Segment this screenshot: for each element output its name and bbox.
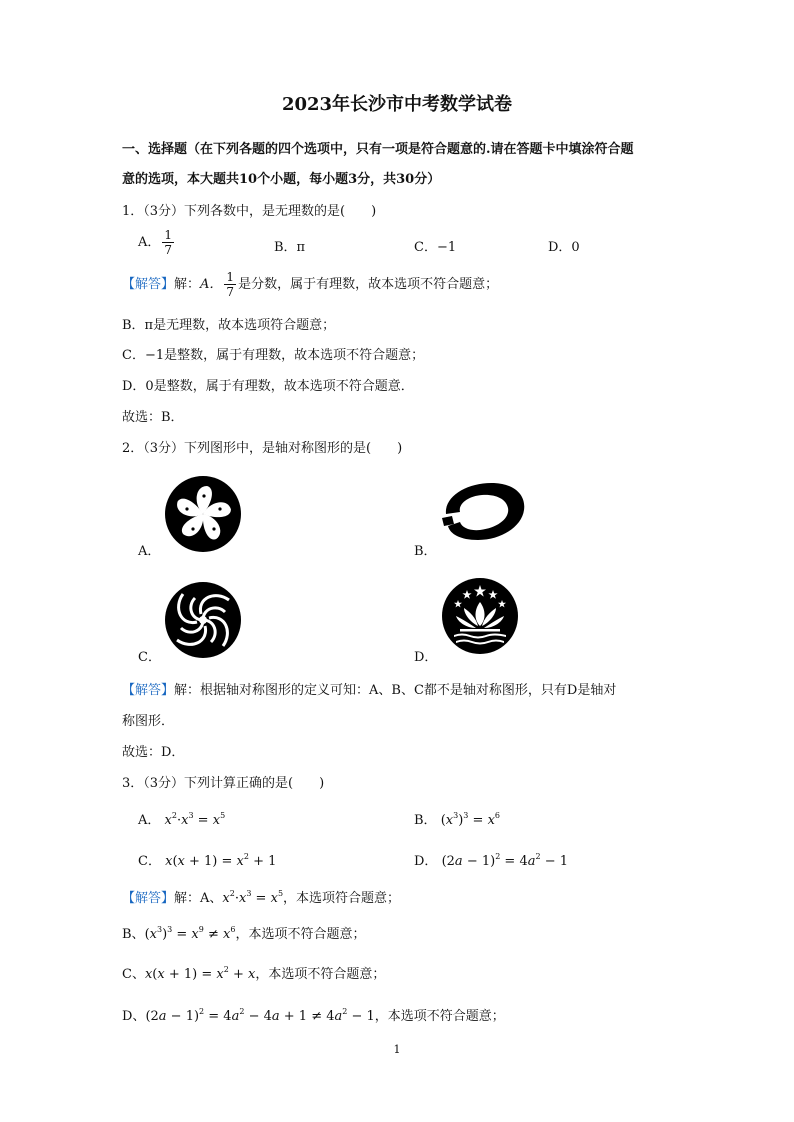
q2-option-b: B． [414, 544, 437, 559]
q2-choose: 故选：D． [122, 745, 185, 760]
q3-option-c: C． $x(x + 1) = x^2 + 1$ [138, 852, 277, 869]
q2-option-a: A． [138, 544, 161, 559]
bauhinia-emblem-figure [163, 474, 243, 554]
q3-answer-b: B、$(x^3)^3 = x^9 \ne x^6$，本选项不符合题意； [122, 925, 366, 942]
answer-tag: 【解答】 [122, 683, 175, 698]
fraction: $\frac{1}{7}$ [164, 228, 173, 257]
q1-option-c: C．−1 [414, 240, 457, 255]
q1-option-a: A． $\frac{1}{7}$ [138, 228, 173, 257]
q1-option-d: D．0 [548, 240, 580, 255]
q2-answer-line1: 【解答】解：根据轴对称图形的定义可知：A、B、C都不是轴对称图形，只有D是轴对 [122, 683, 617, 698]
q1-answer-b: B．π是无理数，故本选项符合题意； [122, 318, 336, 333]
broken-ring-figure [438, 478, 528, 548]
q2-option-d: D． [414, 650, 438, 665]
lotus-emblem-figure [440, 576, 520, 656]
q1-answer-c: C．−1是整数，属于有理数，故本选项不符合题意； [122, 348, 425, 363]
q1-choose: 故选：B． [122, 410, 184, 425]
page-title: 2023年长沙市中考数学试卷 [281, 94, 513, 115]
q3-stem: 3．（3分）下列计算正确的是( ) [122, 776, 325, 791]
q3-answer-d: D、$(2a - 1)^2 = 4a^2 - 4a + 1 \ne 4a^2 - 1$，本选项不符合题意； [122, 1007, 505, 1024]
page-number: 1 [393, 1043, 401, 1056]
q3-option-d: D． $(2a - 1)^2 = 4a^2 - 1$ [414, 852, 569, 869]
q2-option-c: C． [138, 650, 161, 665]
q2-stem: 2．（3分）下列图形中，是轴对称图形的是( ) [122, 441, 403, 456]
q1-answer-d: D．0是整数，属于有理数，故本选项不符合题意． [122, 379, 414, 394]
q1-option-b: B．π [274, 240, 306, 255]
q1-stem: 1．（3分）下列各数中，是无理数的是( ) [122, 204, 377, 219]
q3-option-b: B． $(x^3)^3 = x^6$ [414, 811, 500, 828]
answer-tag: 【解答】 [122, 891, 175, 906]
q2-answer-line2: 称图形． [122, 714, 175, 729]
q3-answer-c: C、$x(x + 1) = x^2 + x$，本选项不符合题意； [122, 965, 386, 982]
swirl-emblem-figure [163, 580, 243, 660]
section-heading-line2: 意的选项，本大题共10个小题，每小题3分，共30分） [122, 172, 441, 187]
fraction: $\frac{1}{7}$ [226, 270, 235, 299]
q3-answer-a: 【解答】解：A、$x^2\cdot x^3 = x^5$，本选项符合题意； [122, 889, 401, 906]
section-heading-line1: 一、选择题（在下列各题的四个选项中，只有一项是符合题意的.请在答题卡中填涂符合题 [122, 142, 634, 157]
q1-answer-a: 【解答】解：A． $\frac{1}{7}$ 是分数，属于有理数，故本选项不符合题意； [122, 270, 499, 299]
answer-tag: 【解答】 [122, 277, 175, 292]
q3-option-a: A． $x^2\cdot x^3 = x^5$ [138, 811, 226, 828]
